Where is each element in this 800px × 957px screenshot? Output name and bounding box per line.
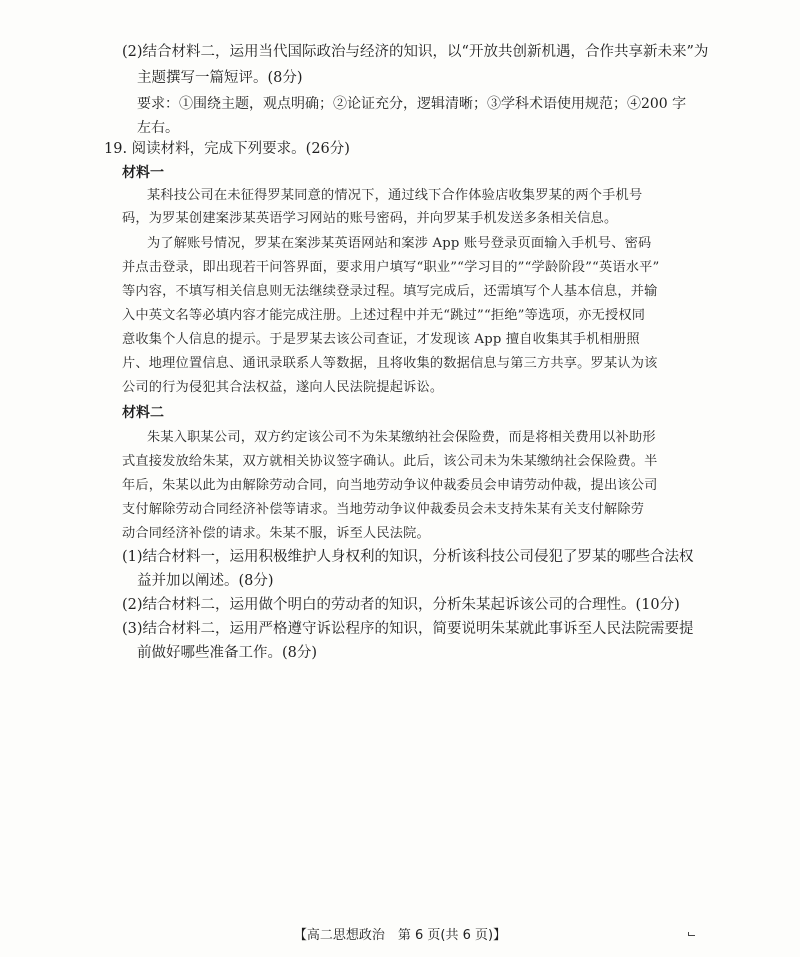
q19-sub1-line2: 益并加以阐述。(8分) bbox=[137, 573, 274, 589]
material1-line: 并点击登录，即出现若干问答界面，要求用户填写“职业”“学习目的”“学龄阶段”“英语水平” bbox=[122, 260, 660, 275]
material1-line: 等内容，不填写相关信息则无法继续登录过程。填写完成后，还需填写个人基本信息，并输 bbox=[122, 284, 658, 299]
material1-heading: 材料一 bbox=[122, 165, 164, 181]
q18-sub2-line1: (2)结合材料二，运用当代国际政治与经济的知识，以“开放共创新机遇，合作共享新未来”为 bbox=[122, 44, 709, 60]
material2-line: 支付解除劳动合同经济补偿等请求。当地劳动争议仲裁委员会未支持朱某有关支付解除劳 bbox=[122, 502, 645, 517]
material1-line: 入中英文名等必填内容才能完成注册。上述过程中并无“跳过”“拒绝”等选项，亦无授权同 bbox=[122, 308, 646, 323]
material1-line: 为了解账号情况，罗某在案涉某英语网站和案涉 App 账号登录页面输入手机号、密码 bbox=[147, 236, 652, 251]
page-footer: 【高二思想政治 第 6 页(共 6 页)】 bbox=[293, 928, 507, 943]
q19-sub3-line2: 前做好哪些准备工作。(8分) bbox=[137, 645, 318, 661]
corner-mark bbox=[688, 932, 695, 936]
material1-line: 码，为罗某创建案涉某英语学习网站的账号密码，并向罗某手机发送多条相关信息。 bbox=[122, 211, 618, 226]
material2-line: 年后，朱某以此为由解除劳动合同，向当地劳动争议仲裁委员会申请劳动仲裁，提出该公司 bbox=[122, 478, 658, 493]
q19-sub1-line1: (1)结合材料一，运用积极维护人身权利的知识，分析该科技公司侵犯了罗某的哪些合法权 bbox=[122, 549, 694, 565]
material1-line: 意收集个人信息的提示。于是罗某去该公司查证，才发现该 App 擅自收集其手机相册照 bbox=[122, 332, 640, 347]
material1-line: 片、地理位置信息、通讯录联系人等数据，且将收集的数据信息与第三方共享。罗某认为该 bbox=[122, 356, 658, 371]
q18-sub2-line2: 主题撰写一篇短评。(8分) bbox=[137, 70, 303, 86]
material1-line: 公司的行为侵犯其合法权益，遂向人民法院提起诉讼。 bbox=[122, 380, 444, 395]
material2-heading: 材料二 bbox=[122, 405, 164, 421]
q19-title: 19. 阅读材料，完成下列要求。(26分) bbox=[104, 141, 350, 157]
material2-line: 朱某入职某公司，双方约定该公司不为朱某缴纳社会保险费，而是将相关费用以补助形 bbox=[147, 430, 656, 445]
q18-requirements-line2: 左右。 bbox=[137, 120, 179, 136]
material2-line: 式直接发放给朱某，双方就相关协议签字确认。此后，该公司未为朱某缴纳社会保险费。半 bbox=[122, 454, 658, 469]
material2-line: 动合同经济补偿的请求。朱某不服，诉至人民法院。 bbox=[122, 526, 430, 541]
q19-sub3-line1: (3)结合材料二，运用严格遵守诉讼程序的知识，简要说明朱某就此事诉至人民法院需要提 bbox=[122, 621, 694, 637]
q18-requirements-line1: 要求：①围绕主题，观点明确；②论证充分，逻辑清晰；③学科术语使用规范；④200 字 bbox=[137, 96, 687, 112]
q19-sub2: (2)结合材料二，运用做个明白的劳动者的知识，分析朱某起诉该公司的合理性。(10分) bbox=[122, 597, 680, 613]
material1-line: 某科技公司在未征得罗某同意的情况下，通过线下合作体验店收集罗某的两个手机号 bbox=[147, 188, 643, 203]
